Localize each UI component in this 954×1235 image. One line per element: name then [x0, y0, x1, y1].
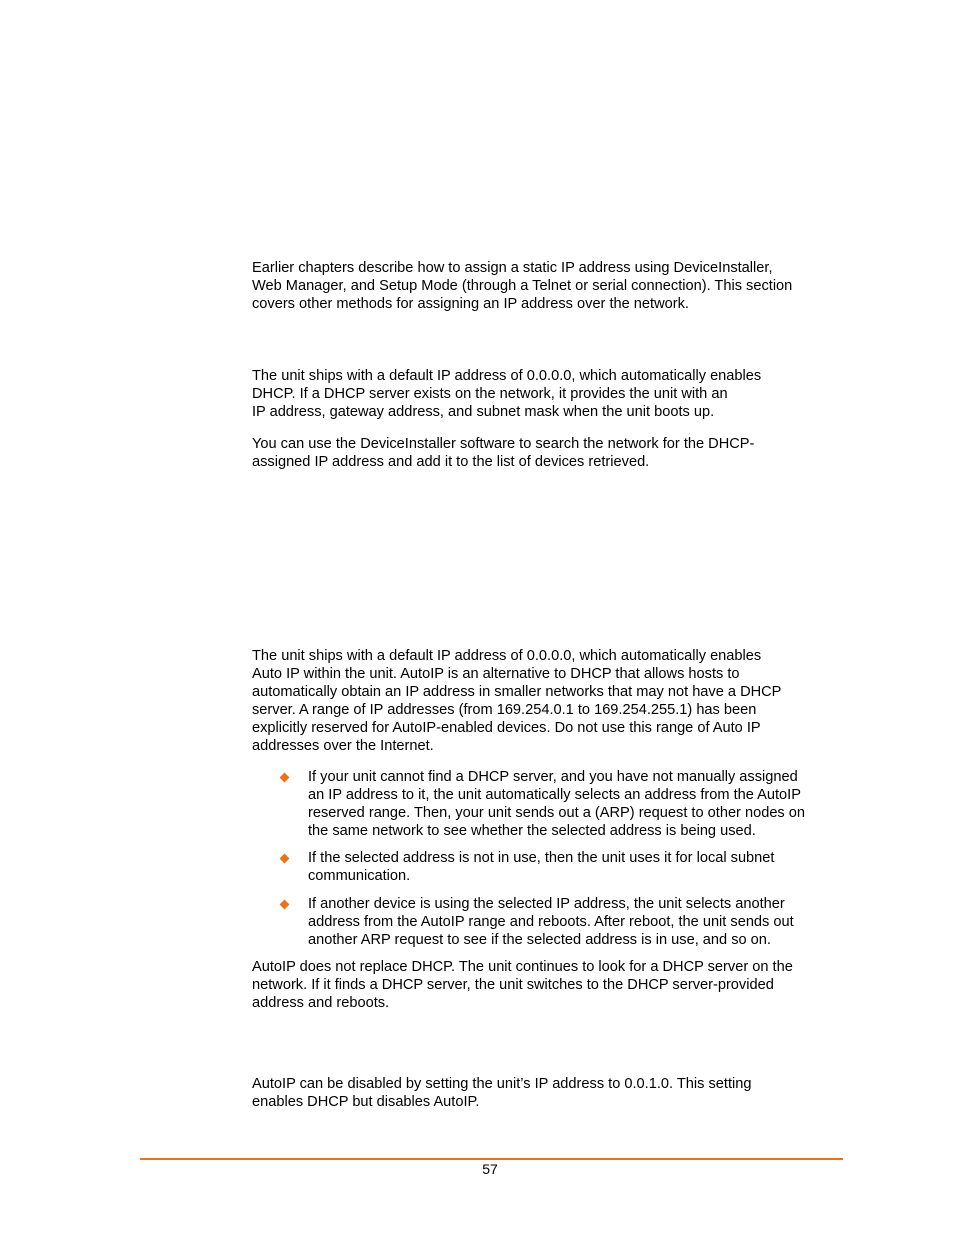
intro-line: covers other methods for assigning an IP address over the network.: [252, 295, 689, 312]
autoip-line: explicitly reserved for AutoIP-enabled devices. Do not use this range of Auto IP: [252, 719, 761, 736]
bullet-text: If another device is using the selected IP address, the unit selects another address from the AutoIP range and reboots. After reboot, the unit sends out another ARP request to see if the selected address is in use, and so on.: [308, 896, 794, 948]
list-item: [280, 769, 852, 841]
intro-line: Web Manager, and Setup Mode (through a Telnet or serial connection). This section: [252, 277, 793, 294]
dhcp-line: You can use the DeviceInstaller software to search the network for the DHCP-: [252, 436, 755, 452]
autoip-line: addresses over the Internet.: [252, 737, 434, 754]
dhcp-line: The unit ships with a default IP address of 0.0.0.0, which automatically enables: [252, 368, 762, 384]
diamond-bullet-icon: [280, 773, 290, 783]
diamond-bullet-icon: [280, 854, 290, 864]
list-item: [280, 850, 852, 886]
autoip-paragraph-2: [252, 959, 852, 1013]
bullet-text: If the selected address is not in use, then the unit uses it for local subnet communication.: [308, 850, 775, 884]
autoip-line: Auto IP within the unit. AutoIP is an alternative to DHCP that allows hosts to: [252, 665, 740, 682]
page-number: 57: [482, 1161, 498, 1177]
intro-paragraph: [252, 260, 852, 314]
disable-line: AutoIP can be disabled by setting the unit’s IP address to 0.0.1.0. This setting: [252, 1076, 752, 1092]
dhcp-line: IP address, gateway address, and subnet mask when the unit boots up.: [252, 403, 715, 420]
list-item: [280, 896, 852, 950]
dhcp-paragraph-1: [252, 368, 852, 422]
dhcp-line: DHCP. If a DHCP server exists on the network, it provides the unit with an: [252, 385, 728, 402]
autoip-line: server. A range of IP addresses (from 169.254.0.1 to 169.254.255.1) has been: [252, 701, 757, 718]
autoip-line: address and reboots.: [252, 994, 390, 1011]
disable-autoip-paragraph: [252, 1076, 852, 1112]
autoip-line: network. If it finds a DHCP server, the unit switches to the DHCP server-provided: [252, 976, 774, 993]
dhcp-line: assigned IP address and add it to the list of devices retrieved.: [252, 453, 650, 470]
autoip-line: AutoIP does not replace DHCP. The unit continues to look for a DHCP server on the: [252, 959, 793, 975]
dhcp-paragraph-2: [252, 436, 852, 472]
bullet-text: If your unit cannot find a DHCP server, and you have not manually assigned an IP address to it, the unit automatically selects an address from the AutoIP reserved range. Then, your unit sends out a (ARP) request to other nodes on the same network to see whether the selected address is being used.: [308, 769, 806, 839]
disable-line: enables DHCP but disables AutoIP.: [252, 1093, 480, 1110]
autoip-paragraph-1: [252, 648, 852, 755]
intro-line: Earlier chapters describe how to assign a static IP address using DeviceInstaller,: [252, 260, 773, 276]
diamond-bullet-icon: [280, 900, 290, 910]
autoip-line: The unit ships with a default IP address of 0.0.0.0, which automatically enables: [252, 648, 762, 664]
autoip-line: automatically obtain an IP address in smaller networks that may not have a DHCP: [252, 683, 782, 700]
